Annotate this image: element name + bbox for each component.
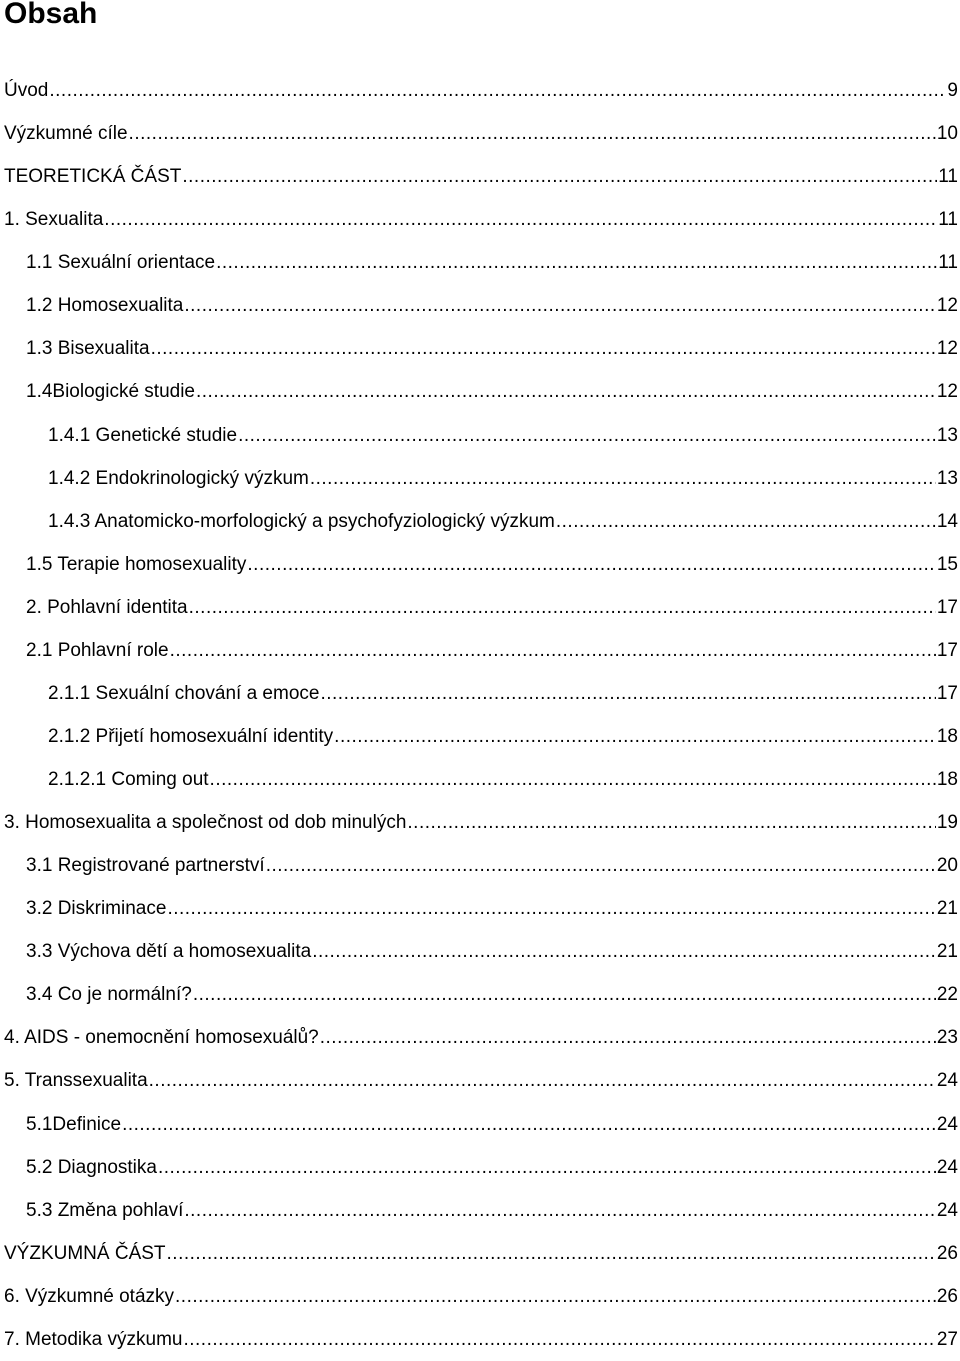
toc-dot-leader (210, 758, 936, 801)
table-of-contents (0, 69, 960, 1361)
toc-entry[interactable] (0, 1103, 960, 1146)
toc-entry-label: 5. Transsexualita (4, 1070, 148, 1092)
toc-dot-leader (196, 370, 936, 413)
toc-entry-page-number: 24 (936, 1199, 958, 1221)
toc-dot-leader (151, 327, 936, 370)
toc-entry[interactable] (0, 1275, 960, 1318)
toc-entry-label: 3.1 Registrované partnerství (26, 855, 265, 877)
toc-dot-leader (122, 1103, 936, 1146)
toc-entry-page-number: 10 (936, 123, 958, 145)
toc-entry-page-number: 24 (936, 1113, 958, 1135)
toc-entry[interactable] (0, 69, 960, 112)
toc-entry[interactable] (0, 198, 960, 241)
toc-entry-label: 4. AIDS - onemocnění homosexuálů? (4, 1027, 319, 1049)
toc-dot-leader (407, 801, 935, 844)
toc-entry-label: 3. Homosexualita a společnost od dob minulých (4, 812, 407, 834)
toc-dot-leader (310, 457, 936, 500)
toc-entry-label: 1.2 Homosexualita (26, 295, 184, 317)
toc-entry-label: 2.1 Pohlavní role (26, 639, 169, 661)
toc-dot-leader (189, 586, 936, 629)
toc-entry[interactable] (0, 1016, 960, 1059)
toc-dot-leader (49, 69, 946, 112)
toc-entry-page-number: 17 (936, 682, 958, 704)
toc-entry-label: 2.1.2 Přijetí homosexuální identity (48, 725, 334, 747)
toc-dot-leader (104, 198, 937, 241)
toc-dot-leader (216, 241, 937, 284)
toc-entry[interactable] (0, 586, 960, 629)
toc-entry-label: 1.4.3 Anatomicko-morfologický a psychofyziologický výzkum (48, 510, 555, 532)
toc-entry[interactable] (0, 1146, 960, 1189)
toc-entry-label: 1.4Biologické studie (26, 381, 195, 403)
toc-entry[interactable] (0, 844, 960, 887)
toc-entry-page-number: 21 (936, 898, 958, 920)
toc-entry-label: 7. Metodika výzkumu (4, 1328, 183, 1350)
toc-dot-leader (170, 629, 936, 672)
toc-entry-page-number: 26 (936, 1242, 958, 1264)
toc-entry[interactable] (0, 1232, 960, 1275)
toc-entry[interactable] (0, 457, 960, 500)
toc-entry[interactable] (0, 715, 960, 758)
toc-entry-label: 3.2 Diskriminace (26, 898, 167, 920)
toc-entry-label: 3.3 Výchova dětí a homosexualita (26, 941, 312, 963)
toc-entry[interactable] (0, 1189, 960, 1232)
toc-dot-leader (183, 1318, 935, 1361)
toc-entry[interactable] (0, 500, 960, 543)
toc-entry-page-number: 13 (936, 467, 958, 489)
toc-entry[interactable] (0, 1059, 960, 1102)
toc-entry-page-number: 15 (936, 553, 958, 575)
toc-entry-label: 1.4.2 Endokrinologický výzkum (48, 467, 309, 489)
toc-dot-leader (320, 1016, 936, 1059)
toc-entry-label: VÝZKUMNÁ ČÁST (4, 1242, 166, 1264)
toc-entry[interactable] (0, 930, 960, 973)
toc-entry-label: 6. Výzkumné otázky (4, 1285, 175, 1307)
toc-dot-leader (182, 155, 937, 198)
toc-entry-label: Výzkumné cíle (4, 123, 128, 145)
toc-entry[interactable] (0, 758, 960, 801)
toc-entry[interactable] (0, 887, 960, 930)
toc-entry-page-number: 11 (938, 166, 958, 188)
toc-entry-label: 1.1 Sexuální orientace (26, 252, 216, 274)
toc-entry-page-number: 22 (936, 984, 958, 1006)
toc-entry-page-number: 9 (947, 80, 958, 101)
toc-entry-label: 1. Sexualita (4, 209, 104, 231)
toc-entry-label: 5.2 Diagnostika (26, 1156, 157, 1178)
toc-entry[interactable] (0, 370, 960, 413)
toc-entry[interactable] (0, 1318, 960, 1361)
toc-dot-leader (167, 887, 935, 930)
page-title: Obsah (4, 0, 98, 30)
toc-dot-leader (175, 1275, 936, 1318)
toc-entry-page-number: 19 (936, 812, 958, 834)
toc-entry-page-number: 12 (936, 381, 958, 403)
toc-entry-page-number: 14 (936, 510, 958, 532)
toc-dot-leader (193, 973, 936, 1016)
toc-entry-label: 5.1Definice (26, 1113, 122, 1135)
toc-dot-leader (247, 543, 935, 586)
toc-dot-leader (129, 112, 936, 155)
toc-entry-page-number: 21 (936, 941, 958, 963)
toc-entry[interactable] (0, 112, 960, 155)
toc-entry-label: TEORETICKÁ ČÁST (4, 166, 182, 188)
toc-entry-page-number: 27 (936, 1328, 958, 1350)
toc-entry-label: 5.3 Změna pohlaví (26, 1199, 184, 1221)
toc-dot-leader (238, 414, 936, 457)
toc-dot-leader (312, 930, 936, 973)
toc-entry-label: Úvod (4, 80, 49, 101)
toc-dot-leader (556, 500, 936, 543)
toc-entry-label: 1.5 Terapie homosexuality (26, 553, 247, 575)
toc-entry-page-number: 12 (936, 295, 958, 317)
toc-entry-label: 1.4.1 Genetické studie (48, 424, 238, 446)
toc-dot-leader (149, 1059, 936, 1102)
toc-entry[interactable] (0, 801, 960, 844)
toc-entry[interactable] (0, 672, 960, 715)
toc-entry[interactable] (0, 629, 960, 672)
toc-dot-leader (184, 284, 935, 327)
toc-dot-leader (320, 672, 935, 715)
toc-dot-leader (334, 715, 936, 758)
toc-entry[interactable] (0, 327, 960, 370)
toc-entry-page-number: 17 (936, 596, 958, 618)
toc-entry-page-number: 24 (936, 1156, 958, 1178)
toc-entry-page-number: 20 (936, 855, 958, 877)
toc-entry[interactable] (0, 155, 960, 198)
toc-entry-label: 3.4 Co je normální? (26, 984, 192, 1006)
toc-entry-page-number: 13 (936, 424, 958, 446)
toc-entry-page-number: 24 (936, 1070, 958, 1092)
toc-dot-leader (167, 1232, 936, 1275)
toc-entry-label: 2. Pohlavní identita (26, 596, 188, 618)
toc-entry[interactable] (0, 973, 960, 1016)
toc-dot-leader (266, 844, 936, 887)
toc-entry-page-number: 17 (936, 639, 958, 661)
toc-entry-label: 1.3 Bisexualita (26, 338, 150, 360)
toc-entry[interactable] (0, 543, 960, 586)
toc-dot-leader (184, 1189, 935, 1232)
toc-entry-page-number: 12 (936, 338, 958, 360)
toc-entry[interactable] (0, 284, 960, 327)
toc-entry-page-number: 11 (938, 252, 958, 274)
toc-entry-label: 2.1.1 Sexuální chování a emoce (48, 682, 320, 704)
toc-entry-page-number: 18 (936, 769, 958, 790)
toc-entry-page-number: 11 (938, 209, 958, 231)
toc-entry-page-number: 26 (936, 1285, 958, 1307)
toc-entry-page-number: 18 (936, 725, 958, 747)
toc-entry[interactable] (0, 414, 960, 457)
toc-dot-leader (158, 1146, 936, 1189)
toc-entry-page-number: 23 (936, 1027, 958, 1049)
toc-entry[interactable] (0, 241, 960, 284)
toc-entry-label: 2.1.2.1 Coming out (48, 769, 209, 790)
